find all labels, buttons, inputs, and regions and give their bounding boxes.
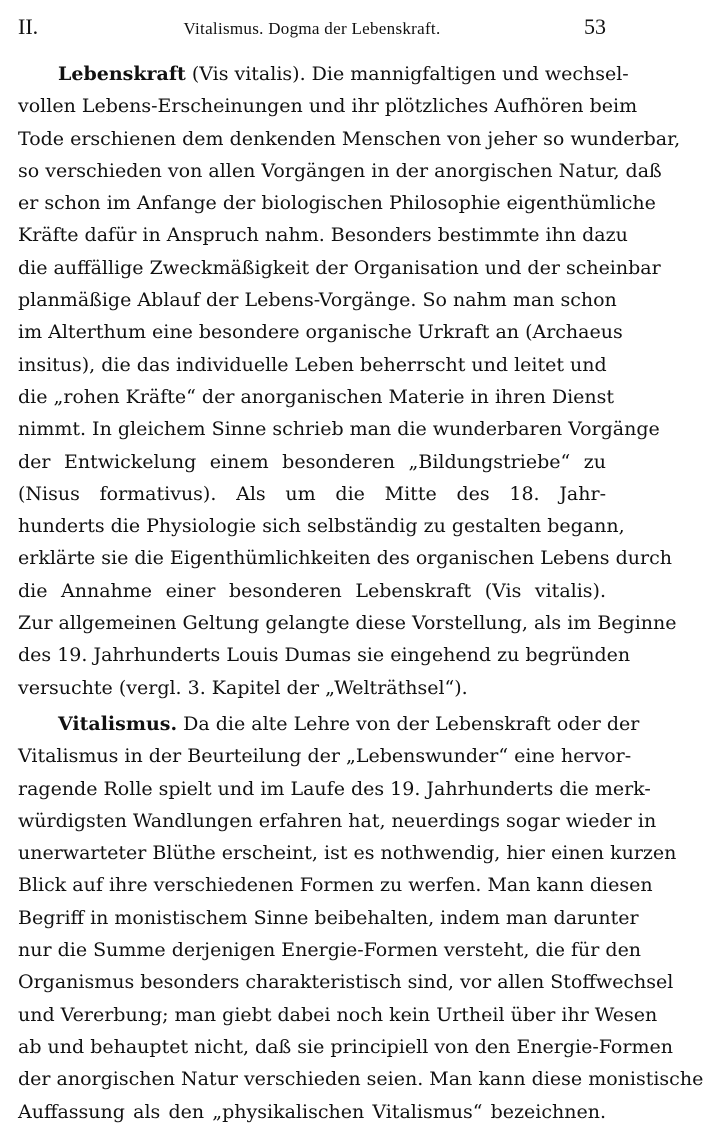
text-line: Vitalismus in der Beurteilung der „Lebenswunder“ eine hervor- xyxy=(18,745,632,768)
text-line: er schon im Anfange der biologischen Philosophie eigenthümliche xyxy=(18,192,656,215)
text-line: ragende Rolle spielt und im Laufe des 19. Jahrhunderts die merk- xyxy=(18,777,651,800)
line-text: Da die alte Lehre von der Lebenskraft oder der xyxy=(177,712,640,735)
text-line: nimmt. In gleichem Sinne schrieb man die wunderbaren Vorgänge xyxy=(18,418,660,441)
text-line: (Nisus formativus). Als um die Mitte des 18. Jahr- xyxy=(18,482,606,505)
text-line: Begriff in monistischem Sinne beibehalten, indem man darunter xyxy=(18,906,639,929)
text-line: hunderts die Physiologie sich selbständig zu gestalten begann, xyxy=(18,515,625,538)
chapter-number: II. xyxy=(18,14,39,39)
text-line: insitus), die das individuelle Leben beherrscht und leitet und xyxy=(18,353,607,376)
text-line: planmäßige Ablauf der Lebens-Vorgänge. So nahm man schon xyxy=(18,289,617,312)
text-line: nur die Summe derjenigen Energie-Formen versteht, die für den xyxy=(18,939,642,962)
text-line: der anorgischen Natur verschieden seien. Man kann diese monistische xyxy=(18,1068,703,1091)
text-line: würdigsten Wandlungen erfahren hat, neuerdings sogar wieder in xyxy=(18,809,657,832)
page-number: 53 xyxy=(584,14,606,39)
text-line: die auffällige Zweckmäßigkeit der Organisation und der scheinbar xyxy=(18,256,661,279)
text-line: so verschieden von allen Vorgängen in der anorgischen Natur, daß xyxy=(18,159,662,182)
running-title: Vitalismus. Dogma der Lebenskraft. xyxy=(183,19,441,38)
text-line xyxy=(18,58,629,90)
text-line: die Annahme einer besonderen Lebenskraft (Vis vitalis). xyxy=(18,579,606,602)
line-text: (Vis vitalis). Die mannigfaltigen und wechsel- xyxy=(185,63,629,85)
text-line: vollen Lebens-Erscheinungen und ihr plötzliches Aufhören beim xyxy=(18,95,638,118)
text-line: Organismus besonders charakteristisch sind, vor allen Stoffwechsel xyxy=(18,971,674,994)
text-line: erklärte sie die Eigenthümlichkeiten des organischen Lebens durch xyxy=(18,547,672,570)
text-line: und Vererbung; man giebt dabei noch kein Urtheil über ihr Wesen xyxy=(18,1003,658,1026)
text-line: unerwarteter Blüthe erscheint, ist es nothwendig, hier einen kurzen xyxy=(18,842,677,865)
text-line xyxy=(18,708,640,740)
text-line: Kräfte dafür in Anspruch nahm. Besonders bestimmte ihn dazu xyxy=(18,224,628,247)
text-line: Tode erschienen dem denkenden Menschen von jeher so wunderbar, xyxy=(18,127,681,150)
text-line: ab und behauptet nicht, daß sie principiell von den Energie-Formen xyxy=(18,1035,673,1058)
body-text xyxy=(18,58,703,1128)
text-line: Auffassung als den „physikalischen Vitalismus“ bezeichnen. xyxy=(18,1100,606,1123)
text-line: versuchte (vergl. 3. Kapitel der „Welträthsel“). xyxy=(18,676,468,699)
text-line: Blick auf ihre verschiedenen Formen zu werfen. Man kann diesen xyxy=(18,874,653,897)
text-line: Zur allgemeinen Geltung gelangte diese Vorstellung, als im Beginne xyxy=(18,612,677,635)
text-line: des 19. Jahrhunderts Louis Dumas sie eingehend zu begründen xyxy=(18,644,631,667)
term-heading: Vitalismus. xyxy=(58,712,178,735)
text-line: der Entwickelung einem besonderen „Bildungstriebe“ zu xyxy=(18,450,606,473)
running-header xyxy=(18,14,606,42)
text-line: im Alterthum eine besondere organische Urkraft an (Archaeus xyxy=(18,321,623,344)
text-line: die „rohen Kräfte“ der anorganischen Materie in ihren Dienst xyxy=(18,385,615,408)
term-heading: Lebenskraft xyxy=(58,63,186,85)
